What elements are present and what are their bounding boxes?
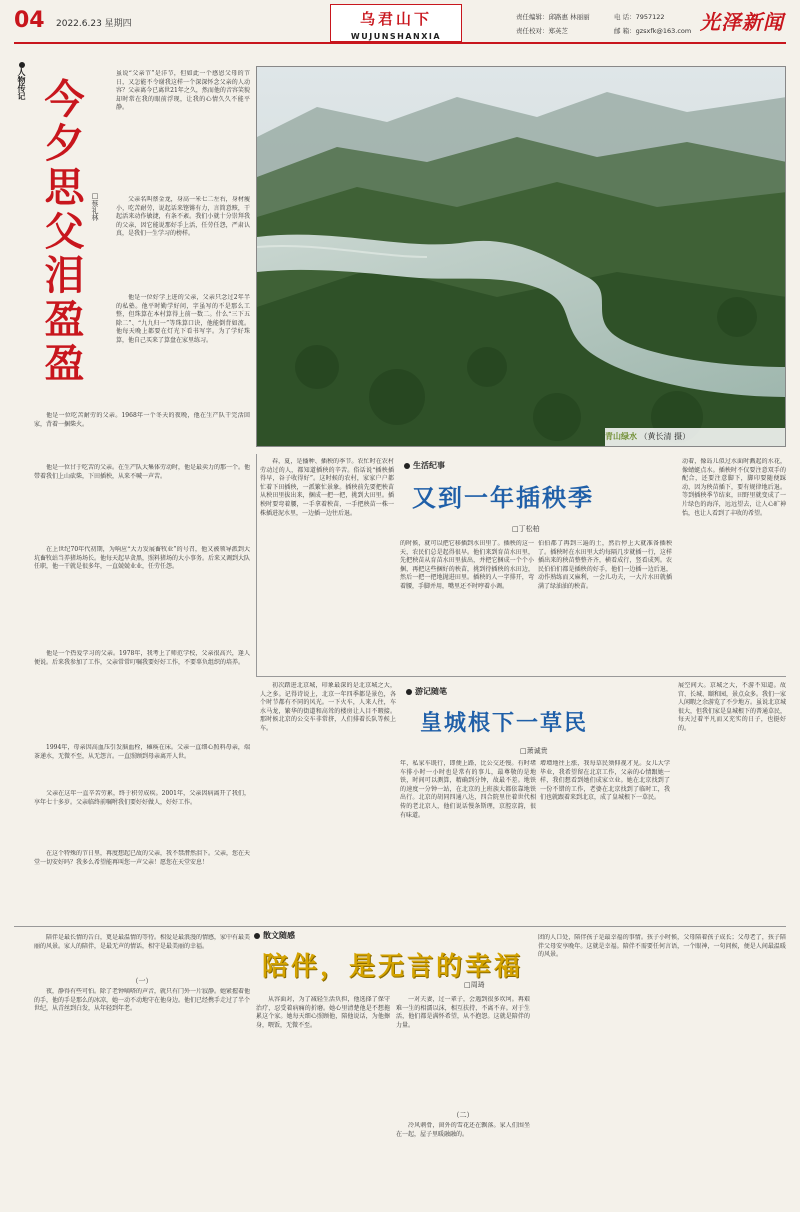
photo-caption bbox=[605, 428, 785, 446]
article1-para-1: 虽说“父亲节”是洋节，但如此一个感恩父母的节日，又怎能不令谢我这样一个深深怀念父亲的人动容？父亲离今已离世21年之久，然而他的音容笑貌却时常在我的眼前浮现，让我的心情久久不能平静。 bbox=[116, 70, 250, 112]
article4-part-1: （一） bbox=[131, 977, 153, 985]
article1-para-9: 父亲在这年一直辛苦劳累，终于积劳成疾。2001年，父亲因病离开了我们，享年七十多岁。父亲临终前嘱咐我们要好好做人，好好工作。 bbox=[34, 790, 250, 806]
bullet-icon bbox=[254, 933, 260, 939]
issue-date: 2022.6.23 星期四 bbox=[56, 19, 132, 29]
proofreader-credit: 责任校对：郑英芝 bbox=[516, 27, 568, 35]
article1-para-8: 1994年，母亲因高血压引发脑血栓，瘫痪在床。父亲一直细心照料母亲，端茶递水，无微不至，从无怨言。一直照顾到母亲离开人世。 bbox=[34, 744, 250, 760]
article1-author: □蔡礼林 bbox=[91, 192, 99, 221]
article1-column: 人物传记 bbox=[17, 68, 26, 100]
mountain-river-image bbox=[257, 67, 786, 447]
article4-author: □周琦 bbox=[464, 981, 485, 989]
article1-para-7: 他是一个热爱学习的父亲。1978年，我考上了师范学校，父亲很高兴，逢人便说。后来我参加了工作，父亲常常叮嘱我要好好工作，不要辜负组织的培养。 bbox=[34, 650, 250, 666]
article3-author: □萧诚贵 bbox=[520, 747, 548, 755]
article4-title: 陪伴，是无言的幸福 bbox=[262, 952, 524, 982]
bullet-icon bbox=[404, 463, 410, 469]
caption-title: 青山绿水 bbox=[605, 432, 637, 441]
article4-col-3: 一对夫妻，过一辈子，会遇到很多坎坷。再艰难一生的相濡以沫，相互扶持，不离不弃。对于生活，他们都是满怀希望，从不抱怨。这就是陪伴的力量。 bbox=[396, 996, 530, 1029]
page-divider bbox=[14, 926, 786, 927]
section-banner bbox=[330, 4, 462, 42]
editor-credit: 责任编辑：邱路惠 林丽丽 bbox=[516, 13, 590, 21]
caption-credit: （黄长清 摄） bbox=[639, 432, 691, 441]
article2-column-label bbox=[404, 460, 445, 471]
article3-title: 皇城根下一草民 bbox=[420, 710, 589, 736]
article1-para-10: 在这个特殊的节日里，再度想起已故的父亲，我不禁潸然泪下。父亲，您在天堂一切安好吗？我多么希望能再叫您一声父亲！愿您在天堂安息！ bbox=[34, 850, 250, 866]
article4-col-3b: 冷风刺骨，窗外的雪花还在飘落。家人们围坐在一起，屋子里暖融融的。 bbox=[396, 1122, 530, 1138]
landscape-photo bbox=[256, 66, 786, 447]
section-title: 乌君山下 bbox=[359, 10, 432, 28]
article2-col-2: 的时候，就可以把它移插到水田里了。插秧的这一天，农民们总是起得很早。他们来到育苗水田里，先把秧苗从育苗水田里拔出，并把它捆成一个个小捆，再把这些捆好的秧苗，挑到待插秧的水田边，然后一把一把地抛进田里。插秧的人一字排开，弯着腰，手脚并用，嘴里还不时哼着小调。 bbox=[400, 540, 534, 590]
article2-author: □丁松柏 bbox=[512, 525, 540, 533]
article4-column-label bbox=[254, 930, 295, 941]
article4-col-4: 团的人口处，陪伴孩子是最幸福的事情。孩子小时候，父母陪着孩子成长；父母老了，孩子陪伴父母安享晚年。这就是幸福。陪伴不需要任何言语，一个眼神，一句问候，便是人间最温暖的风景。 bbox=[538, 934, 786, 959]
article4-col-2: 从容面对，为了减轻生活负担，他选择了保守治疗，忍受着病痛的折磨。她心里清楚他是不想拖累这个家。她每天细心照顾他，陪他说话，为他擦身，喂饭，无微不至。 bbox=[256, 996, 390, 1029]
article3-column: 游记随笔 bbox=[415, 687, 447, 696]
article4-col-1: 夜，静得有些可怕。除了老钟嘀嗒的声音，就只有门外一片寂静。她紧握着他的手，他的手是那么的冰凉，她一动不动地守在他身边。他们已经携手走过了半个世纪，从青丝到白发，从年轻到年老。 bbox=[34, 988, 250, 1013]
section-pinyin: WUJUNSHANXIA bbox=[350, 32, 442, 41]
article3-col-2: 年，私家车既行，即便上路，比公交还慢。有时堵车排小时一小时也是常有的事儿，最尊敬的是地铁，时间可以测算，精确到分钟，故最不差。地铁的速度一分钟一站，在北京的上班族大都依靠地铁出行。北京的胡同四通八达，四合院里住着世代相传的老北京人，他们说话慢条斯理，京腔京韵，很有味道。 bbox=[400, 760, 536, 819]
newspaper-logo: 光泽新闻 bbox=[700, 10, 784, 34]
email-info: 邮 箱：gzsxfk@163.com bbox=[614, 27, 692, 35]
bullet-icon bbox=[406, 689, 412, 695]
article3-column-label bbox=[406, 686, 447, 697]
article4-column: 散文随感 bbox=[263, 931, 295, 940]
article4-part-2: （二） bbox=[452, 1111, 474, 1119]
article3-col-3: 增增地往上涨，我每草民须仰视才见。女儿大学毕业，我希望留在北京工作，父亲的心情跟她一样，我们想看到她们成家立业。她在北京找到了一份不错的工作，老婆在北京找到了临时工，我们也就跟着来到北京，成了皇城根下一草民。 bbox=[540, 760, 670, 802]
article1-para-3: 他是一位好学上进的父亲，父亲只念过2年半的私塾。他平时勤学好问，字虽写的不是那么工整，但珠算在本村算得上前一数二。什么“三下五除二”、“九九归一”等珠算口诀，他能倒背如流。他每天晚上都要在灯光下看书写字。为了学好珠算，他自己买来了算盘在家里练习。 bbox=[116, 294, 250, 344]
article4-intro: 陪伴是最长情的告白，更是最温情的等待。相爱是最浪漫的情感，家中有最美丽的风景。家人的陪伴，是最无声的情话，相守是最美丽的幸福。 bbox=[34, 934, 250, 950]
phone-info: 电 话：7957122 bbox=[614, 13, 665, 21]
article1-para-6: 在上世纪70年代初期，为响应“大力发展畜牧业”的号召，他又被领导派到大坑畜牧站当养猪场场长。他每天起早贪黑，照料猪场的大小事务。后来又调到大队任职，他一干就是很多年，一直兢兢业业，任劳任怨。 bbox=[34, 546, 250, 571]
article3-col-4: 展空间大。京城之大，不游不知道。故宫、长城、颐和园，景点众多。我们一家人闲暇之余游览了不少地方。虽说北京城很大，但我们家是皇城根下的普通草民，每天过着平凡而又充实的日子，也挺好的。 bbox=[678, 682, 786, 732]
article2-col-1: 春，夏，是播种、插秧的季节。农忙时在农村劳动过的人，都知道插秧的辛苦。俗话说“插秧插得早，谷子收得好”。这时候的农村，家家户户都忙着下田插秧，一派繁忙景象。插秧前先要把秧苗从秧田里拔出来，捆成一把一把，挑到大田里。插秧时要弯着腰，一手拿着秧苗，一手把秧苗一株一株插进泥水里，一边插一边往后退。 bbox=[260, 458, 394, 517]
article1-title: 今夕思父泪盈盈 bbox=[38, 78, 85, 386]
page-number: 04 bbox=[14, 8, 45, 33]
article2-column: 生活纪事 bbox=[413, 461, 445, 470]
article1-column-label bbox=[16, 62, 28, 132]
header-rule bbox=[14, 42, 786, 44]
article1-para-4: 他是一位吃苦耐劳的父亲。1968年一个冬天的夜晚，他在生产队干完活回家，背着一捆柴火。 bbox=[34, 412, 250, 428]
section-divider bbox=[256, 676, 786, 677]
article2-title: 又到一年插秧季 bbox=[412, 484, 594, 512]
article2-col-4: 动着，像岛儿似过水面时溅起的水花，像蜻蜓点水。插秧时不仅要注意双手的配合，还要注意脚下，脚印要随便踩动，因为秧苗插下，要有规律地后退。等到插秧季节结束，田野里就变成了一片绿色的海洋，远远望去，让人心旷神怡，也让人看到了丰收的希望。 bbox=[682, 458, 786, 517]
article3-col-1: 初次踏进北京城，印象最深的是北京城之大，人之多。记得诗说上，北京一年四季都是景色，各个时节都有不同的风光。一下火车，人来人往，车水马龙，繁华的街道和高耸的楼房让人目不暇接。那时候北京的公交车非常挤，人们排着长队等候上车。 bbox=[260, 682, 396, 732]
column-divider bbox=[256, 454, 257, 676]
article2-col-3: 伯伯都了再到三遍的土，然后停上大就准备插秧了。插秧时在水田里大约每隔几步就插一行，这样插出来的秧苗整整齐齐，横看成行，竖看成列。农民伯伯们都是插秧的好手，他们一边插一边后退，动作熟练而又麻利，一会儿功夫，一大片水田就插满了绿油油的秧苗。 bbox=[538, 540, 672, 590]
article1-para-5: 他是一位甘于吃苦的父亲。在生产队大集体劳动时，他是最卖力的那一个。他带着我们上山砍柴，下田插秧，从来不喊一声苦。 bbox=[34, 464, 250, 480]
article1-para-2: 父亲名叫蔡金龙，身高一米七二左右，身材瘦小，吃苦耐劳，说起话来铿锵有力，言简意赅，干起活来动作敏捷，有条不紊。我们小就十分崇拜我的父亲，因它能说那好手上活，任劳任怨，严肃认真，是我们一生学习的榜样。 bbox=[116, 196, 250, 238]
